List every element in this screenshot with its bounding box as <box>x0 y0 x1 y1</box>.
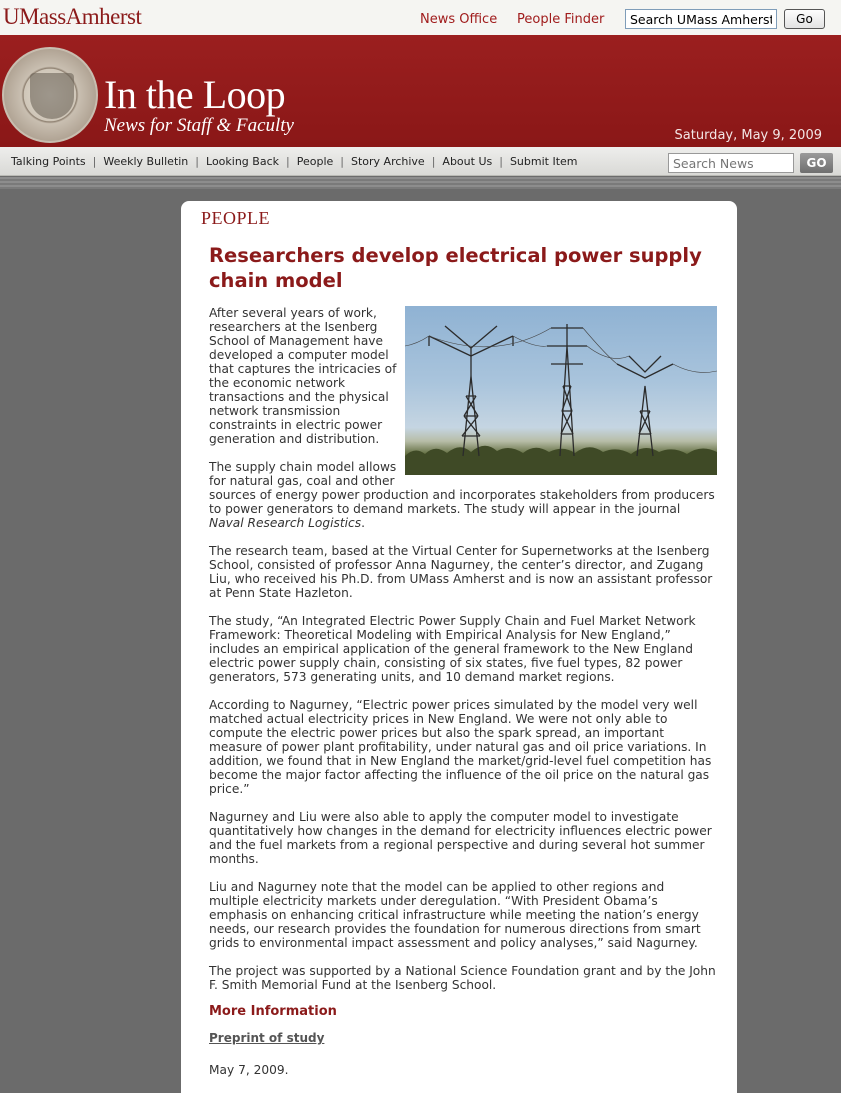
journal-name: Naval Research Logistics <box>209 516 362 530</box>
more-information-heading: More Information <box>209 1004 337 1019</box>
umass-search-input[interactable] <box>625 9 777 29</box>
nav-item-talking-points[interactable]: Talking Points <box>11 155 86 168</box>
posted-date: May 7, 2009. <box>209 1063 289 1077</box>
site-subtitle: News for Staff & Faculty <box>104 115 294 136</box>
nav-separator: | <box>92 155 97 168</box>
transmission-tower-icon <box>405 306 717 475</box>
article-paragraph: The study, “An Integrated Electric Power Supply Chain and Fuel Market Network Framework: Theoretical Modeling with Empirical Analysis for New England,” includes an empirical application of the general framework to the New England electric power supply chain, consisting of six states, five fuel types, 82 power generators, 573 generating units, and 10 demand market regions. <box>209 614 696 684</box>
section-label: PEOPLE <box>201 208 271 228</box>
nav-separator: | <box>499 155 503 168</box>
nav-item-about-us[interactable]: About Us <box>442 155 493 168</box>
article-paragraph: After several years of work, researchers at the Isenberg School of Management have developed a computer model that captures the intricacies of the economic network transactions and the physical network transmission constraints in electric power generation and distribution. <box>209 306 397 446</box>
article-paragraph: The research team, based at the Virtual Center for Supernetworks at the Isenberg School, consisted of professor Anna Nagurney, the center’s director, and Zugang Liu, who received his Ph.D. from UMass Amherst and is now an assistant professor at Penn State Hazleton. <box>209 544 713 600</box>
news-search-input[interactable] <box>668 153 794 173</box>
university-seal-icon <box>2 47 98 143</box>
nav-item-submit-item[interactable]: Submit Item <box>509 155 578 168</box>
article-paragraph: Liu and Nagurney note that the model can be applied to other regions and multiple electricity markets under deregulation. “With President Obama’s emphasis on enhancing critical infrastructure while meeting the nation’s energy needs, our research provides the foundation for numerous directions from smart grids to environmental impact assessment and policy analyses,” said Nagurney. <box>209 880 701 950</box>
news-go-button[interactable]: GO <box>800 153 833 173</box>
article-body <box>209 306 717 1077</box>
people-finder-link[interactable]: People Finder <box>517 12 605 27</box>
article-card <box>181 201 737 1093</box>
nav-separator: | <box>195 155 200 168</box>
article-paragraph: The supply chain model allows for natural gas, coal and other sources of energy power production and incorporates stakeholders from producers to power generators to demand markets. The study will appear in the journal Naval Research Logistics. <box>209 460 715 530</box>
preprint-link[interactable]: Preprint of study <box>209 1031 325 1045</box>
umass-go-button[interactable]: Go <box>784 9 825 29</box>
article-headline: Researchers develop electrical power supply chain model <box>209 244 702 292</box>
nav-item-people[interactable]: People <box>296 155 334 168</box>
umass-logo[interactable]: UMassAmherst <box>3 4 142 29</box>
article-paragraph: The project was supported by a National Science Foundation grant and by the John F. Smith Memorial Fund at the Isenberg School. <box>209 964 716 992</box>
site-title[interactable]: In the Loop <box>104 72 286 117</box>
current-date: Saturday, May 9, 2009 <box>674 128 822 143</box>
article-paragraph: Nagurney and Liu were also able to apply the computer model to investigate quantitatively how changes in the demand for electricity influences electric power and the fuel markets from a regional perspective and during several hot summer months. <box>209 810 712 866</box>
top-bar <box>0 0 841 35</box>
banner <box>0 35 841 147</box>
nav-separator: | <box>340 155 344 168</box>
nav-separator: | <box>431 155 436 168</box>
nav-shadow-stripe <box>0 177 841 189</box>
nav-item-looking-back[interactable]: Looking Back <box>206 155 279 168</box>
news-office-link[interactable]: News Office <box>420 12 498 27</box>
nav-separator: | <box>286 155 290 168</box>
nav-item-weekly-bulletin[interactable]: Weekly Bulletin <box>103 155 189 168</box>
main-nav <box>0 147 841 176</box>
article-paragraph: According to Nagurney, “Electric power prices simulated by the model very well matched actual electricity prices in New England. We were not only able to compute the electric power prices but also the spark spread, an important measure of power plant profitability, under natural gas and oil price variations. In addition, we found that in New England the market/grid-level fuel competition has become the major factor affecting the influence of the oil price on the natural gas price.” <box>209 698 712 796</box>
nav-item-story-archive[interactable]: Story Archive <box>350 155 425 168</box>
power-towers-photo <box>405 306 717 475</box>
